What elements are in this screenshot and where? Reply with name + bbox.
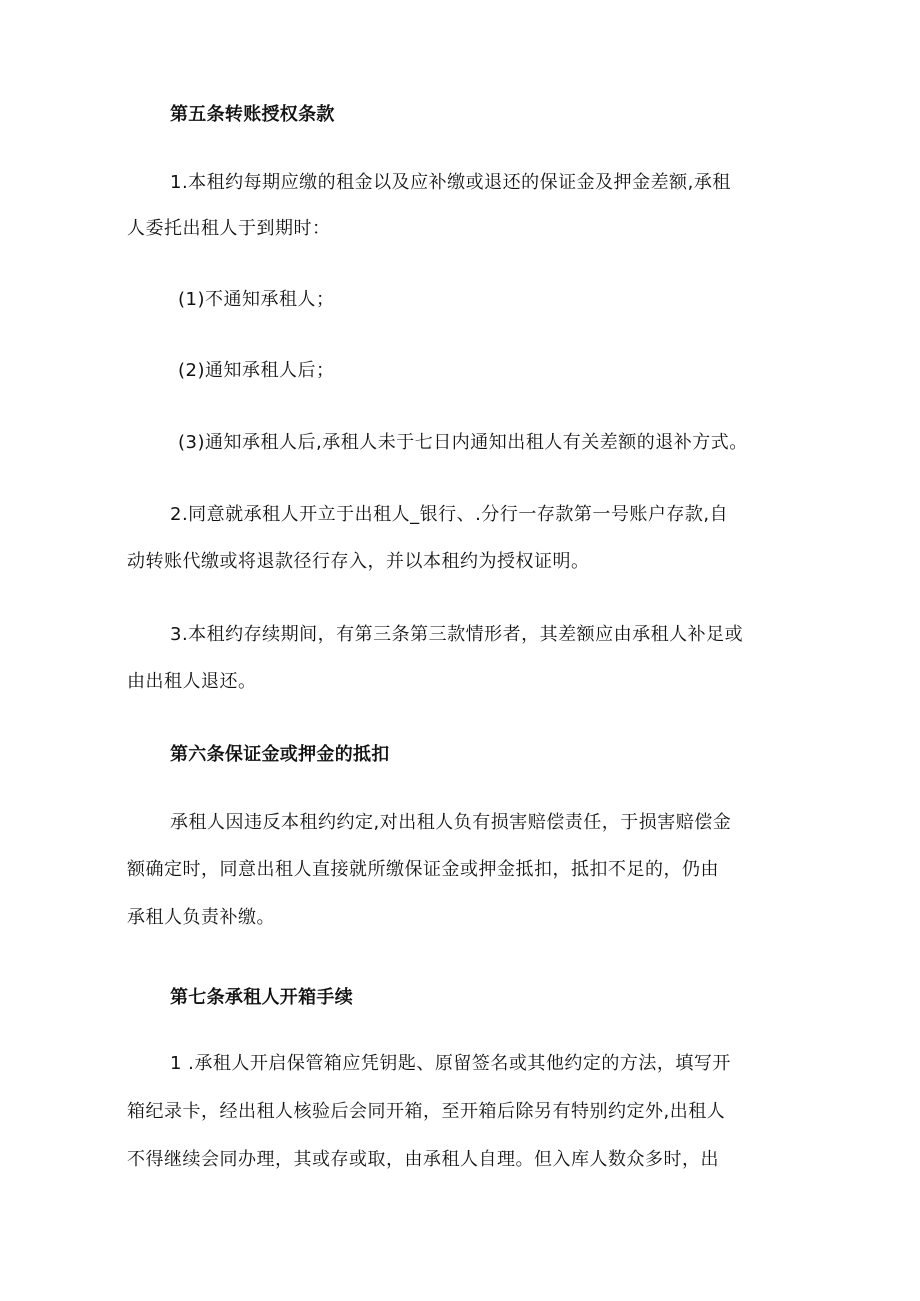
section5-item2-line1: 2.同意就承租人开立于出租人_银行、.分行一存款第一号账户存款,自 — [170, 504, 729, 525]
section5-option3: (3)通知承租人后,承租人未于七日内通知出租人有关差额的退补方式。 — [178, 432, 748, 453]
section5-option1: (1)不通知承租人； — [178, 289, 335, 310]
section6-para-line3: 承租人负责补缴。 — [127, 907, 275, 928]
section5-item1-line1: 1.本租约每期应缴的租金以及应补缴或退还的保证金及押金差额,承租 — [170, 172, 731, 193]
section6-para-line2: 额确定时，同意出租人直接就所缴保证金或押金抵扣，抵扣不足的，仍由 — [127, 859, 719, 880]
section6-heading: 第六条保证金或押金的抵扣 — [170, 744, 390, 765]
section5-item2-line2: 动转账代缴或将退款径行存入，并以本租约为授权证明。 — [127, 551, 590, 572]
section5-heading: 第五条转账授权条款 — [170, 104, 335, 125]
section7-heading: 第七条承租人开箱手续 — [170, 987, 353, 1008]
section5-option2: (2)通知承租人后； — [178, 360, 335, 381]
section7-item1-line2: 箱纪录卡，经出租人核验后会同开箱，至开箱后除另有特别约定外,出租人 — [127, 1101, 726, 1122]
section5-item3-line1: 3.本租约存续期间，有第三条第三款情形者，其差额应由承租人补足或 — [170, 624, 744, 645]
section5-item1-line2: 人委托出租人于到期时： — [127, 218, 331, 239]
section7-item1-line3: 不得继续会同办理，其或存或取，由承租人自理。但入库人数众多时，出 — [127, 1149, 719, 1170]
section6-para-line1: 承租人因违反本租约约定,对出租人负有损害赔偿责任，于损害赔偿金 — [170, 812, 732, 833]
section7-item1-line1: 1 .承租人开启保管箱应凭钥匙、原留签名或其他约定的方法，填写开 — [170, 1053, 731, 1074]
section5-item3-line2: 由出租人退还。 — [127, 671, 257, 692]
